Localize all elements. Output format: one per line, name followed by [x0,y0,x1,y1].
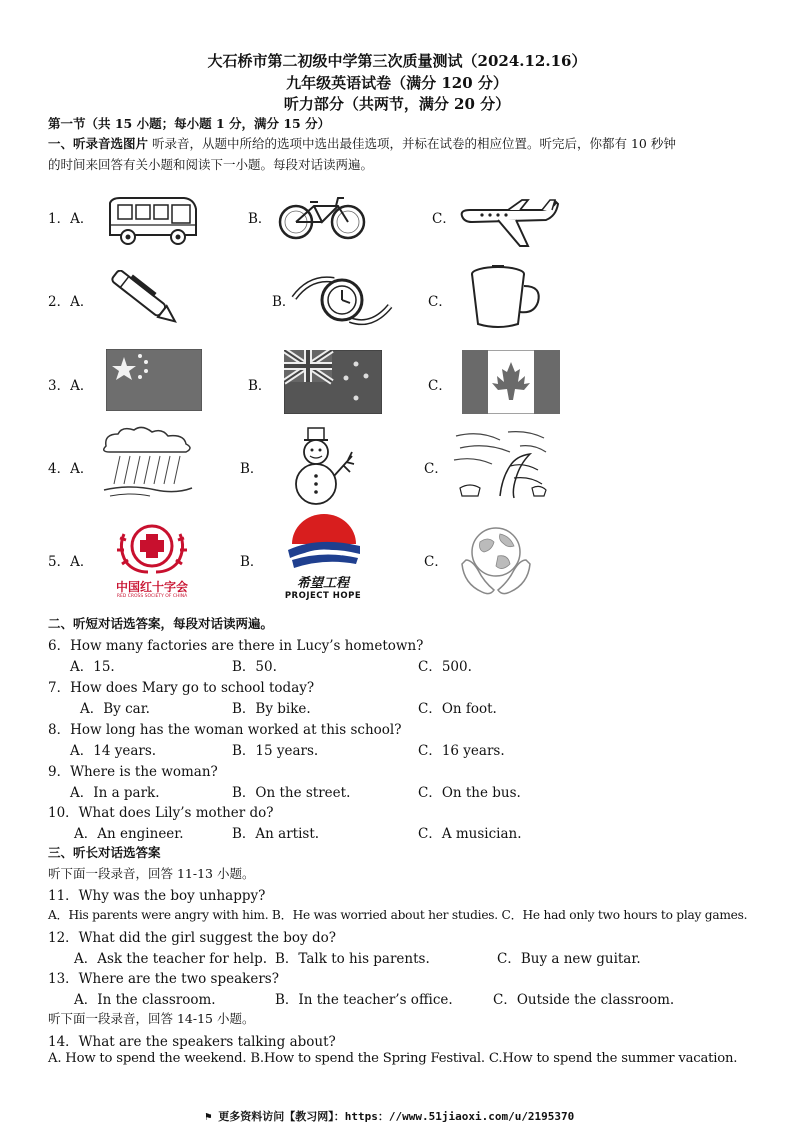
red-cross-en: RED CROSS SOCIETY OF CHINA [116,594,188,599]
bicycle-icon [276,194,368,240]
cup-icon [468,264,542,330]
q6-option-c: C．500. [418,659,472,675]
part3-intro-1: 听下面一段录音，回答 11-13 小题。 [48,866,255,881]
part3-title: 三、听长对话选答案 [48,845,161,860]
q7-option-b: B．By bike. [232,701,311,717]
china-flag-icon [106,349,202,411]
project-hope-en: PROJECT HOPE [284,591,362,601]
q4-label: 4．A． [48,461,94,477]
q4-b-label: B． [240,461,264,477]
new-zealand-flag-icon [284,350,382,414]
q8-option-c: C．16 years. [418,743,505,759]
red-cross-logo [104,518,200,602]
q6-option-b: B．50. [232,659,277,675]
flag-icon: ⚑ [205,1110,212,1123]
q9-text: 9．Where is the woman? [48,764,218,780]
windy-icon [450,426,550,502]
q2-label: 2．A． [48,294,94,310]
exam-title: 大石桥市第二初级中学第三次质量测试（2024.12.16） [207,52,587,70]
earth-in-hands-icon [458,520,534,600]
q3-label: 3．A． [48,378,94,394]
listening-section-title: 听力部分（共两节，满分 20 分） [283,95,511,113]
part1-instructions [48,134,676,152]
part2-title: 二、听短对话选答案，每段对话读两遍。 [48,616,274,631]
red-cross-emblem [104,518,200,576]
q2-b-label: B． [272,294,296,310]
q5-b-label: B． [240,554,264,570]
q7-option-c: C．On foot. [418,701,497,717]
q9-option-a: A．In a park. [70,785,160,801]
bus-icon [104,195,200,247]
red-cross-cn: 中国红十字会 [115,580,188,594]
q4-c-label: C． [424,461,448,477]
q1-label: 1．A． [48,211,94,227]
q2-c-label: C． [428,294,452,310]
q5-label: 5．A． [48,554,94,570]
project-hope-cn: 希望工程 [296,576,349,591]
q10-text: 10．What does Lily’s mother do? [48,805,274,821]
part1-desc-b: 的时间来回答有关小题和阅读下一小题。每段对话读两遍。 [48,157,374,172]
q1-b-label: B． [248,211,272,227]
q7-text: 7．How does Mary go to school today? [48,680,315,696]
q8-option-a: A．14 years. [70,743,157,759]
q10-option-c: C．A musician. [418,826,522,842]
project-hope-emblem [278,514,368,572]
rain-icon [100,426,196,502]
section1-title: 第一节（共 15 小题；每小题 1 分，满分 15 分） [48,116,331,131]
part3-intro-2: 听下面一段录音，回答 14-15 小题。 [48,1011,255,1026]
q12-option-c: C．Buy a new guitar. [497,951,641,967]
q10-option-b: B．An artist. [232,826,320,842]
q14-options: A. How to spend the weekend. B.How to spend the Spring Festival. C.How to spend the summer vacation. [48,1051,738,1066]
q9-option-c: C．On the bus. [418,785,521,801]
q1-c-label: C． [432,211,456,227]
footer-link[interactable]: 更多资料访问【教习网】：https：//www.51jiaoxi.com/u/2195370 [218,1110,575,1123]
q11-text: 11．Why was the boy unhappy? [48,888,266,904]
q3-c-label: C． [428,378,452,394]
q6-text: 6．How many factories are there in Lucy’s hometown? [48,638,424,654]
q12-option-b: B．Talk to his parents. [275,951,430,967]
q11-options: A．His parents were angry with him. B．He was worried about her studies. C．He had only two hours to play games. [48,908,748,922]
footer [205,1108,574,1124]
q8-text: 8．How long has the woman worked at this school? [48,722,402,738]
q12-text: 12．What did the girl suggest the boy do? [48,930,336,946]
q12-option-a: A．Ask the teacher for help. [74,951,268,967]
q10-option-a: A．An engineer. [74,826,184,842]
q7-option-a: A．By car. [80,701,150,717]
part1-title: 一、听录音选图片 [48,136,149,151]
q9-option-b: B．On the street. [232,785,351,801]
q6-option-a: A．15. [70,659,115,675]
watch-icon [290,270,394,332]
part1-desc-a: 听录音，从题中所给的选项中选出最佳选项，并标在试卷的相应位置。听完后，你都有 10 秒钟 [152,136,676,151]
exam-subtitle: 九年级英语试卷（满分 120 分） [286,74,508,92]
airplane-icon [458,198,560,250]
q8-option-b: B．15 years. [232,743,319,759]
q3-b-label: B． [248,378,272,394]
snowman-icon [294,426,358,506]
pen-icon [104,270,188,330]
canada-flag-icon [462,350,560,414]
q14-text: 14．What are the speakers talking about? [48,1034,336,1050]
q13-option-c: C．Outside the classroom. [493,992,675,1008]
q13-option-b: B．In the teacher’s office. [275,992,453,1008]
project-hope-logo [278,514,368,604]
q13-option-a: A．In the classroom. [74,992,216,1008]
q5-c-label: C． [424,554,448,570]
q13-text: 13．Where are the two speakers? [48,971,279,987]
